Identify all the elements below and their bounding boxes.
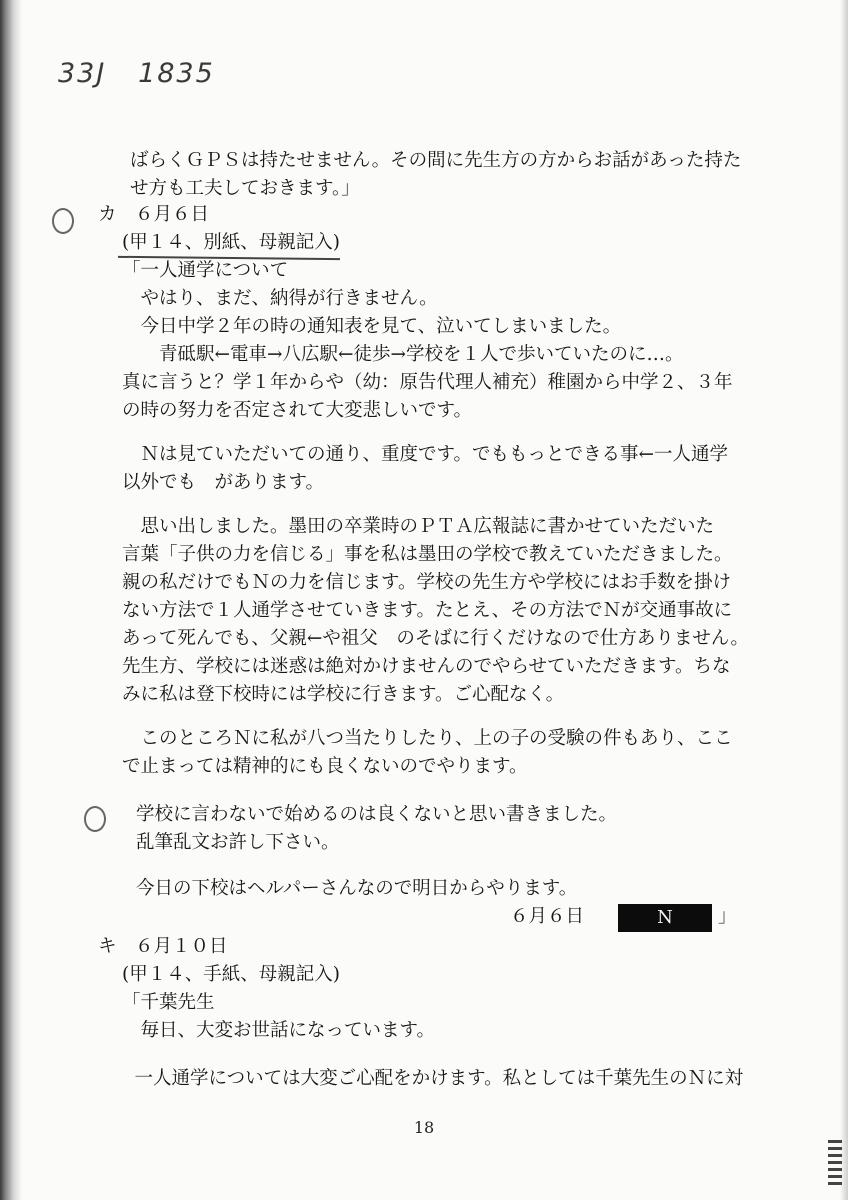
section-heading-ka: カ ６月６日 (98, 204, 210, 225)
text-line: あって死んでも、父親←や祖父 のそばに行くだけなので仕方ありません。 (122, 628, 749, 649)
text-line: Ｎは見ていただいての通り、重度です。でももっとできる事←一人通学 (122, 444, 729, 465)
text-line: みに私は登下校時には学校に行きます。ご心配なく。 (122, 684, 565, 705)
source-note: (甲１４、別紙、母親記入) (122, 232, 340, 253)
text-line: せ方も工夫しておきます。」 (130, 178, 360, 199)
text-line: 今日中学２年の時の通知表を見て、泣いてしまいました。 (122, 316, 622, 337)
text-line: で止まっては精神的にも良くないのでやります。 (122, 756, 528, 777)
text-line: 先生方、学校には迷惑は絶対かけませんのでやらせていただきます。ちな (122, 656, 731, 677)
scan-corner-artifact (828, 1140, 842, 1186)
scan-right-edge (840, 0, 848, 1200)
text-line: 真に言うと？学１年からや（幼：原告代理人補充）稚園から中学２、３年 (122, 372, 733, 393)
redacted-name-box: N (618, 904, 712, 932)
text-line: 青砥駅←電車→八広駅←徒歩→学校を１人で歩いていたのに…。 (122, 344, 684, 365)
text-line: 学校に言わないで始めるのは良くないと思い書きました。 (136, 804, 618, 825)
text-line: の時の努力を否定されて大変悲しいです。 (122, 400, 473, 421)
text-line: 言葉「子供の力を信じる」事を私は墨田の学校で教えていただきました。 (122, 544, 733, 565)
text-line: ない方法で１人通学させていきます。たとえ、その方法でＮが交通事故に (122, 600, 733, 621)
text-line: 「一人通学について (122, 260, 289, 281)
text-line: ばらくＧＰＳは持たせません。その間に先生方の方からお話があった持た (130, 150, 742, 171)
text-line: 毎日、大変お世話になっています。 (122, 1020, 436, 1041)
handwritten-circle-mark (84, 806, 106, 832)
text-line: 以外でも があります。 (122, 472, 325, 493)
scan-left-shadow (0, 0, 22, 1200)
text-line: 思い出しました。墨田の卒業時のＰＴＡ広報誌に書かせていただいた (122, 516, 715, 537)
handwritten-reference-number: 33J 1835 (58, 58, 215, 89)
text-line: 「千葉先生 (122, 992, 215, 1013)
handwritten-circle-mark (52, 208, 74, 234)
text-line: 一人通学については大変ご心配をかけます。私としては千葉先生のＮに対 (116, 1068, 744, 1089)
section-heading-ki: キ ６月１０日 (98, 936, 228, 957)
closing-quote: 」 (718, 906, 737, 927)
text-line: 親の私だけでもＮの力を信じます。学校の先生方や学校にはお手数を掛け (122, 572, 732, 593)
source-note: (甲１４、手紙、母親記入) (122, 964, 340, 985)
page-number: 18 (413, 1118, 435, 1137)
text-line: やはり、まだ、納得が行きません。 (122, 288, 438, 309)
text-line: 乱筆乱文お許し下さい。 (136, 832, 340, 853)
text-line: このところＮに私が八つ当たりしたり、上の子の受験の件もあり、ここ (122, 728, 733, 749)
text-line: 今日の下校はヘルパーさんなので明日からやります。 (136, 878, 578, 899)
date-signature: ６月６日 (510, 906, 585, 927)
